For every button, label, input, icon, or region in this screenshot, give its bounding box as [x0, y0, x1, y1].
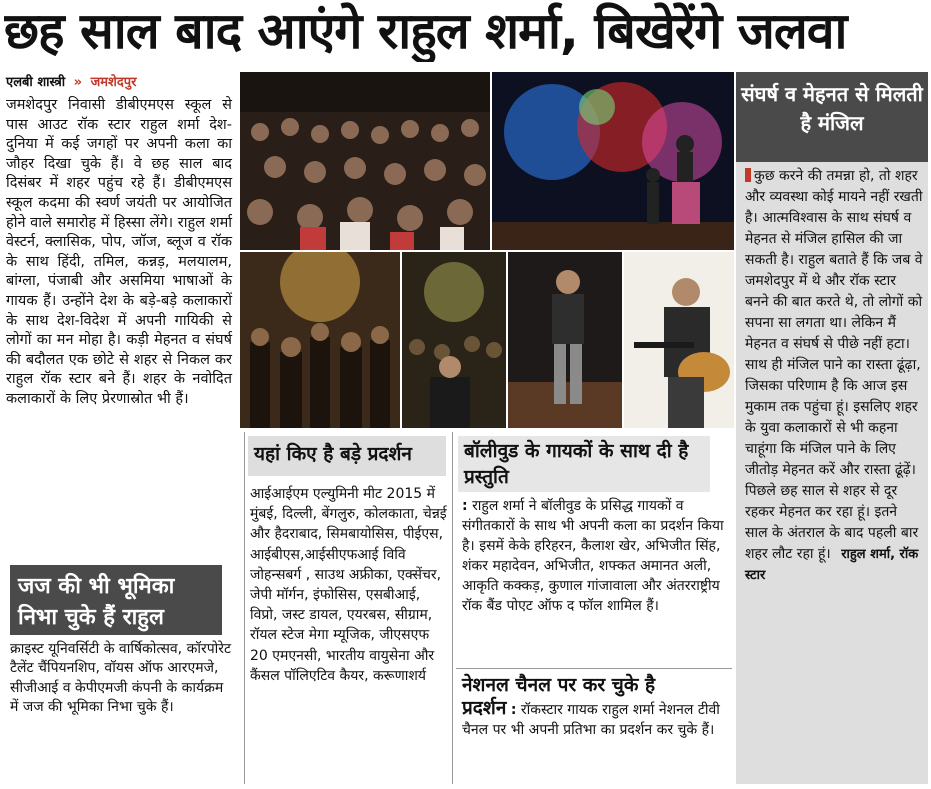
- quote-mark-icon: [745, 168, 751, 182]
- bollywood-section: [458, 436, 732, 616]
- judge-box-text: क्राइस्ट यूनिवर्सिटी के वार्षिकोत्सव, कॉरपोरेट टैलेंट चैंपियनशिप, वॉयस ऑफ आरएमजे, सीजीआई व केपीएमजी कंपनी के कार्यक्रम में जज की भूमिका निभा चुके हैं।: [10, 641, 232, 716]
- national-body: रॉकस्टार गायक राहुल शर्मा नेशनल टीवी चैनल पर भी अपनी प्रतिभा का प्रदर्शन कर चुके हैं।: [462, 702, 720, 738]
- photo-guitarist: [624, 252, 734, 428]
- column-rule: [244, 432, 245, 784]
- national-text: [462, 698, 730, 740]
- performances-heading: यहां किए है बड़े प्रदर्शन: [248, 436, 446, 476]
- photo-crowd: [240, 252, 400, 428]
- national-heading-cont: प्रदर्शन: [462, 697, 507, 719]
- sidebar-attribution: राहुल शर्मा, रॉक स्टार: [745, 547, 919, 583]
- photo-stage-lights: [492, 72, 734, 250]
- sidebar-heading: संघर्ष व मेहनत से मिलती है मंजिल: [736, 72, 928, 162]
- bollywood-text: [458, 496, 732, 616]
- judge-box-heading: जज की भी भूमिका निभा चुके हैं राहुल: [10, 565, 222, 635]
- photo-singer-crowd: [402, 252, 506, 428]
- bollywood-heading: बॉलीवुड के गायकों के साथ दी है प्रस्तुति: [458, 436, 710, 492]
- national-heading: नेशनल चैनल पर कर चुके है: [462, 674, 656, 696]
- main-article-text: जमशेदपुर निवासी डीबीएमएस स्कूल से पास आउट रॉक स्टार राहुल शर्मा देश-दुनिया में कई जगहों पर अपनी कला का जौहर दिखा चुके हैं। वे छह साल बाद दिसंबर में शहर पहुंच रहे हैं। डीबीएमएस स्कूल कदमा की स्वर्ण जयंती पर आयोजित होने वाले समारोह में हिस्सा लेंगे। राहुल शर्मा वेस्टर्न, क्लासिक, पोप, जॉज, ब्लूज व रॉक के साथ हिंदी, तमिल, कन्नड़, मलयालम, बांग्ला, पंजाबी और असमिया भाषाओं के गायक हैं। उन्होंने देश के बड़े-बड़े कलाकारों के साथ देश-विदेश में अपनी गायिकी से लोगों का मन मोहा है। कड़ी मेहनत व संघर्ष की बदौलत एक छोटे से शहर से निकल कर राहुल रॉक स्टार बने हैं। शहर के नवोदित कलाकारों के लिए प्रेरणास्रोत भी हैं।: [6, 97, 232, 407]
- byline-separator: »: [73, 75, 83, 90]
- national-section: [462, 672, 730, 740]
- headline: छह साल बाद आएंगे राहुल शर्मा, बिखेरेंगे जलवा: [4, 2, 847, 60]
- byline-author: एलबी शास्त्री: [6, 75, 66, 90]
- byline-place: जमशेदपुर: [90, 75, 137, 90]
- bollywood-lead: :: [462, 498, 468, 514]
- photo-audience: [240, 72, 490, 250]
- byline: [6, 72, 136, 90]
- photo-singer-mic: [508, 252, 622, 428]
- column-rule: [452, 432, 453, 784]
- performances-text: आईआईएम एल्युमिनी मीट 2015 में मुंबई, दिल्ली, बेंगलुरु, कोलकाता, चेन्नई और हैदराबाद, सिमबायोसिस, पीईएस, आईबीएस,आईसीएफआई विवि जोहन्सबर्ग , साउथ अफ्रीका, एक्सेंचर, जेपी मॉर्गन, इंफोसिस, एसबीआई, विप्रो, जस्ट डायल, एयरबस, सीग्राम, रॉयल स्टेज मेगा म्यूजिक, जीएसएफ 20 एमएनसी, भारतीय वायुसेना और कैंसल पॉलिएटिव कैयर, करूणाशर्य: [250, 486, 447, 684]
- section-rule: [456, 668, 732, 669]
- sidebar-text: [745, 166, 923, 586]
- bollywood-body: राहुल शर्मा ने बॉलीवुड के प्रसिद्ध गायकों व संगीतकारों के साथ भी अपनी कला का प्रदर्शन किया है। इसमें केके हरिहरन, कैलाश खेर, अभिजीत सिंह, शंकर महादेवन, अभिजीत, शफ्कत अमानत अली, आकृति कक्कड़, कुणाल गांजावाला और अंतरराष्ट्रीय रॉक बैंड पोएट ऑफ द फॉल शामिल हैं।: [462, 498, 724, 614]
- sidebar-body: कुछ करने की तमन्ना हो, तो शहर और व्यवस्था कोई मायने नहीं रखती है। आत्मविश्वास के साथ संघर्ष व मेहनत से मंजिल हासिल की जा सकती है। राहुल बताते हैं कि जब वे जमशेदपुर में थे और रॉक स्टार बनने की बात करते थे, तो लोगों को सपना सा लगता था। लेकिन मैं मेहनत व संघर्ष से पीछे नहीं हटा। साथ ही मंजिल पाने का रास्ता ढूंढ़ा, जिसका परिणाम है कि आज इस मुकाम तक पहुंचा हूं। इसलिए शहर के युवा कलाकारों से भी कहना चाहूंगा कि मंजिल पाने के लिए जीतोड़ मेहनत करें और रास्ता ढूंढ़ें। पिछले छह साल से शहर से दूर रहकर मेहनत कर रहा हूं। इतने साल के अंतराल के बाद पहली बार शहर लौट रहा हूं।: [745, 168, 923, 562]
- national-lead: :: [510, 702, 517, 718]
